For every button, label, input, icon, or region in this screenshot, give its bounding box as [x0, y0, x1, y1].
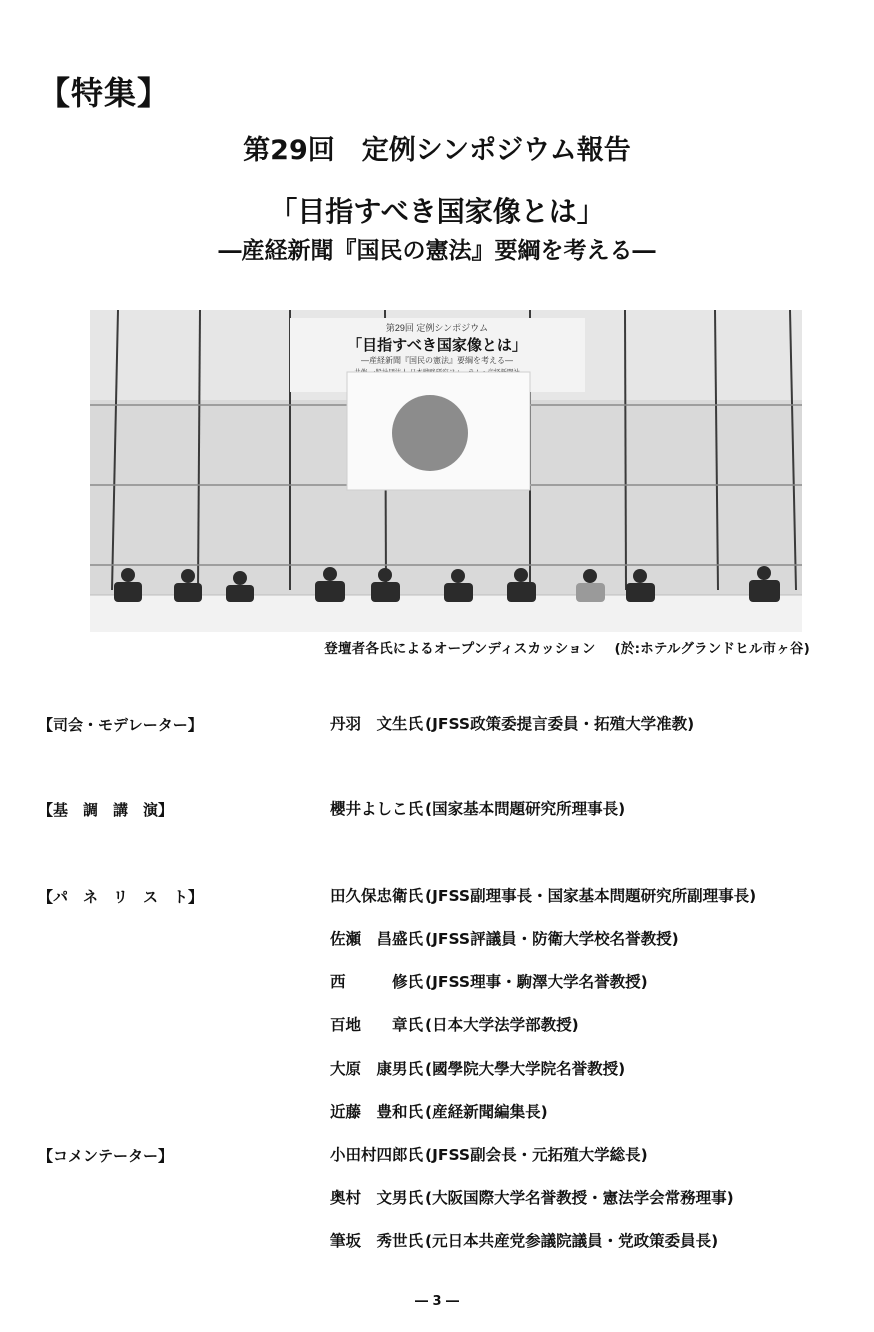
- person-name: 小田村四郎氏: [330, 1146, 424, 1164]
- person-name: 筆坂 秀世氏: [330, 1232, 424, 1250]
- person-affiliation: (JFSS副会長・元拓殖大学総長): [425, 1146, 648, 1164]
- commentator-3: [330, 1229, 718, 1251]
- role-commentators: 【コメンテーター】: [38, 1147, 174, 1165]
- japan-flag: [347, 372, 530, 490]
- person-affiliation: (JFSS政策委提言委員・拓殖大学准教): [425, 715, 695, 733]
- person-affiliation: (JFSS理事・駒澤大学名誉教授): [425, 973, 648, 991]
- photo-caption-venue: (於:ホテルグランドヒル市ヶ谷): [614, 641, 810, 657]
- role-panelists: 【パ ネ リ ス ト】: [38, 888, 204, 906]
- person-name: 丹羽 文生氏: [330, 715, 424, 733]
- person-keynote: [330, 797, 625, 819]
- sub-title: ―産経新聞『国民の憲法』要綱を考える―: [218, 237, 656, 264]
- person-moderator: [330, 712, 694, 734]
- person-name: 百地 章氏: [330, 1016, 424, 1034]
- photo-caption-text: 登壇者各氏によるオープンディスカッション: [324, 641, 596, 657]
- symposium-photo: [90, 310, 802, 632]
- commentator-1: [330, 1143, 648, 1165]
- section-tag: 【特集】: [38, 74, 171, 112]
- person-name: 西 修氏: [330, 973, 424, 991]
- report-title: 第29回 定例シンポジウム報告: [243, 135, 631, 166]
- person-affiliation: (国家基本問題研究所理事長): [425, 800, 626, 818]
- person-name: 奥村 文男氏: [330, 1189, 424, 1207]
- person-affiliation: (大阪国際大学名誉教授・憲法学会常務理事): [425, 1189, 734, 1207]
- page-number: ― 3 ―: [414, 1294, 460, 1309]
- person-name: 佐瀬 昌盛氏: [330, 930, 424, 948]
- person-affiliation: (元日本共産党参議院議員・党政策委員長): [425, 1232, 719, 1250]
- person-name: 櫻井よしこ氏: [330, 800, 424, 818]
- person-name: 近藤 豊和氏: [330, 1103, 424, 1121]
- banner-line-3: ―産経新聞『国民の憲法』要綱を考える―: [361, 356, 513, 365]
- person-affiliation: (JFSS評議員・防衛大学校名誉教授): [425, 930, 679, 948]
- person-affiliation: (産経新聞編集長): [425, 1103, 548, 1121]
- main-title: 「目指すべき国家像とは」: [269, 195, 605, 228]
- role-keynote: 【基 調 講 演】: [38, 801, 174, 819]
- person-name: 大原 康男氏: [330, 1060, 424, 1078]
- panelist-6: [330, 1100, 548, 1122]
- panelist-4: [330, 1013, 579, 1035]
- person-affiliation: (JFSS副理事長・国家基本問題研究所副理事長): [425, 887, 757, 905]
- photo-caption: [270, 637, 810, 657]
- panelist-1: [330, 884, 756, 906]
- commentator-2: [330, 1186, 734, 1208]
- person-affiliation: (日本大学法学部教授): [425, 1016, 579, 1034]
- banner-line-2: 「目指すべき国家像とは」: [347, 337, 527, 354]
- role-moderator: 【司会・モデレーター】: [38, 716, 203, 734]
- panelist-3: [330, 970, 648, 992]
- panelist-5: [330, 1057, 625, 1079]
- panelist-2: [330, 927, 679, 949]
- banner-line-1: 第29回 定例シンポジウム: [385, 323, 489, 333]
- person-affiliation: (國學院大學大学院名誉教授): [425, 1060, 626, 1078]
- person-name: 田久保忠衛氏: [330, 887, 424, 905]
